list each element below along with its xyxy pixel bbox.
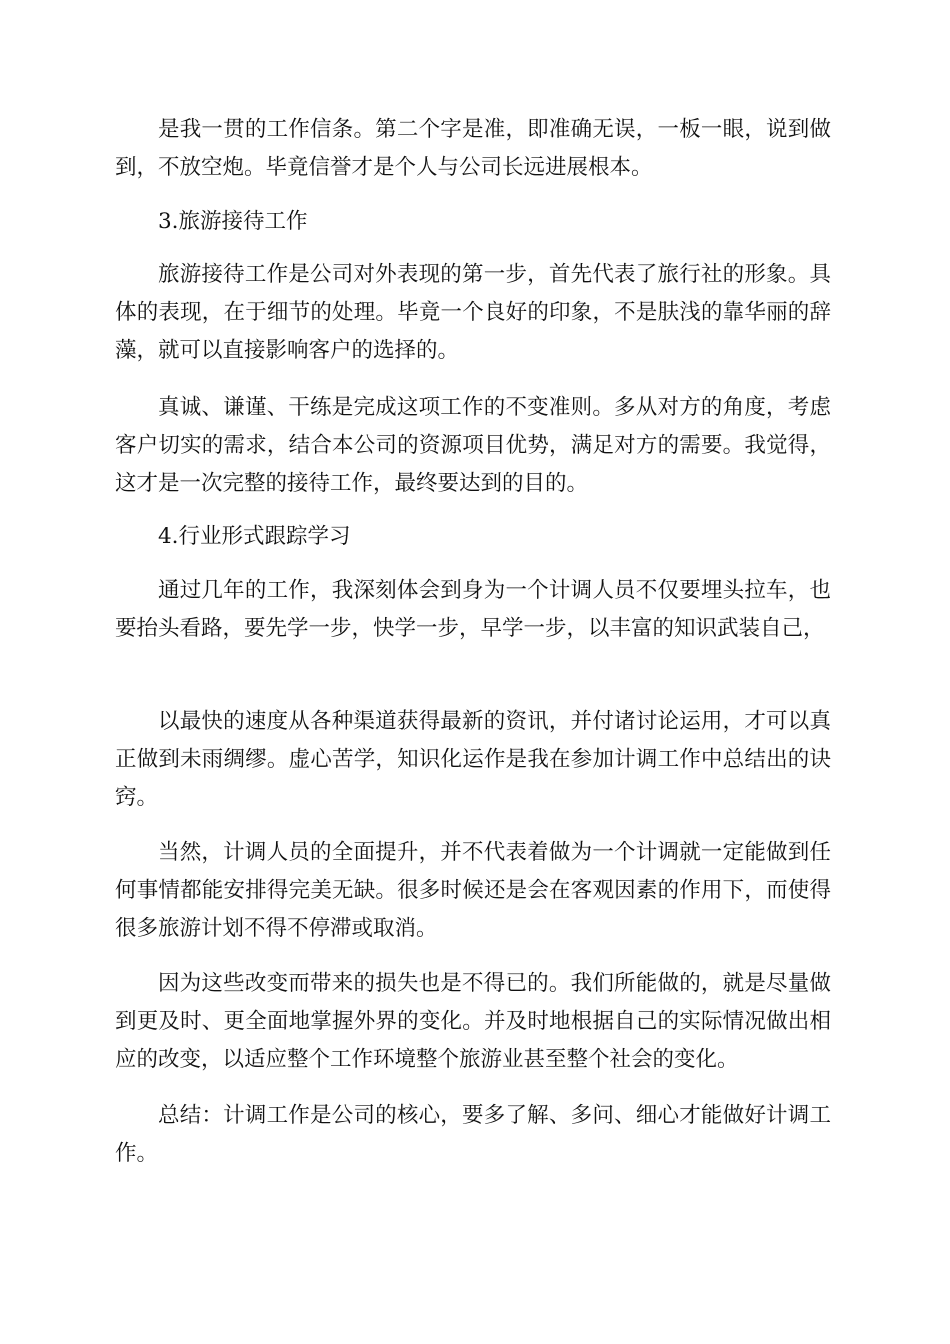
paragraph-summary: 总结：计调工作是公司的核心，要多了解、多问、细心才能做好计调工作。 (115, 1103, 831, 1166)
paragraph-reception-principles: 真诚、谦谨、干练是完成这项工作的不变准则。多从对方的角度，考虑客户切实的需求，结合本公司的资源项目优势，满足对方的需要。我觉得，这才是一次完整的接待工作，最终要达到的目的。 (115, 395, 831, 496)
paragraph-adapting-changes: 因为这些改变而带来的损失也是不得已的。我们所能做的，就是尽量做到更及时、更全面地掌握外界的变化。并及时地根据自己的实际情况做出相应的改变，以适应整个工作环境整个旅游业甚至整个社会的变化。 (115, 971, 831, 1072)
section-heading-4: 4.行业形式跟踪学习 (158, 524, 351, 549)
paragraph-tour-reception: 旅游接待工作是公司对外表现的第一步，首先代表了旅行社的形象。具体的表现，在于细节的处理。毕竟一个良好的印象，不是肤浅的靠华丽的辞藻，就可以直接影响客户的选择的。 (115, 262, 831, 363)
paragraph-intro-continued: 是我一贯的工作信条。第二个字是准，即准确无误，一板一眼，说到做到，不放空炮。毕竟信誉才是个人与公司长远进展根本。 (115, 117, 831, 180)
paragraph-comprehensive-improvement: 当然，计调人员的全面提升，并不代表着做为一个计调就一定能做到任何事情都能安排得完美无缺。很多时候还是会在客观因素的作用下，而使得很多旅游计划不得不停滞或取消。 (115, 840, 831, 941)
paragraph-industry-learning: 通过几年的工作，我深刻体会到身为一个计调人员不仅要埋头拉车，也要抬头看路，要先学一步，快学一步，早学一步，以丰富的知识武装自己， (115, 578, 831, 641)
section-heading-3: 3.旅游接待工作 (158, 209, 308, 234)
paragraph-fast-information: 以最快的速度从各种渠道获得最新的资讯，并付诸讨论运用，才可以真正做到未雨绸缪。虚心苦学，知识化运作是我在参加计调工作中总结出的诀窍。 (115, 709, 831, 810)
